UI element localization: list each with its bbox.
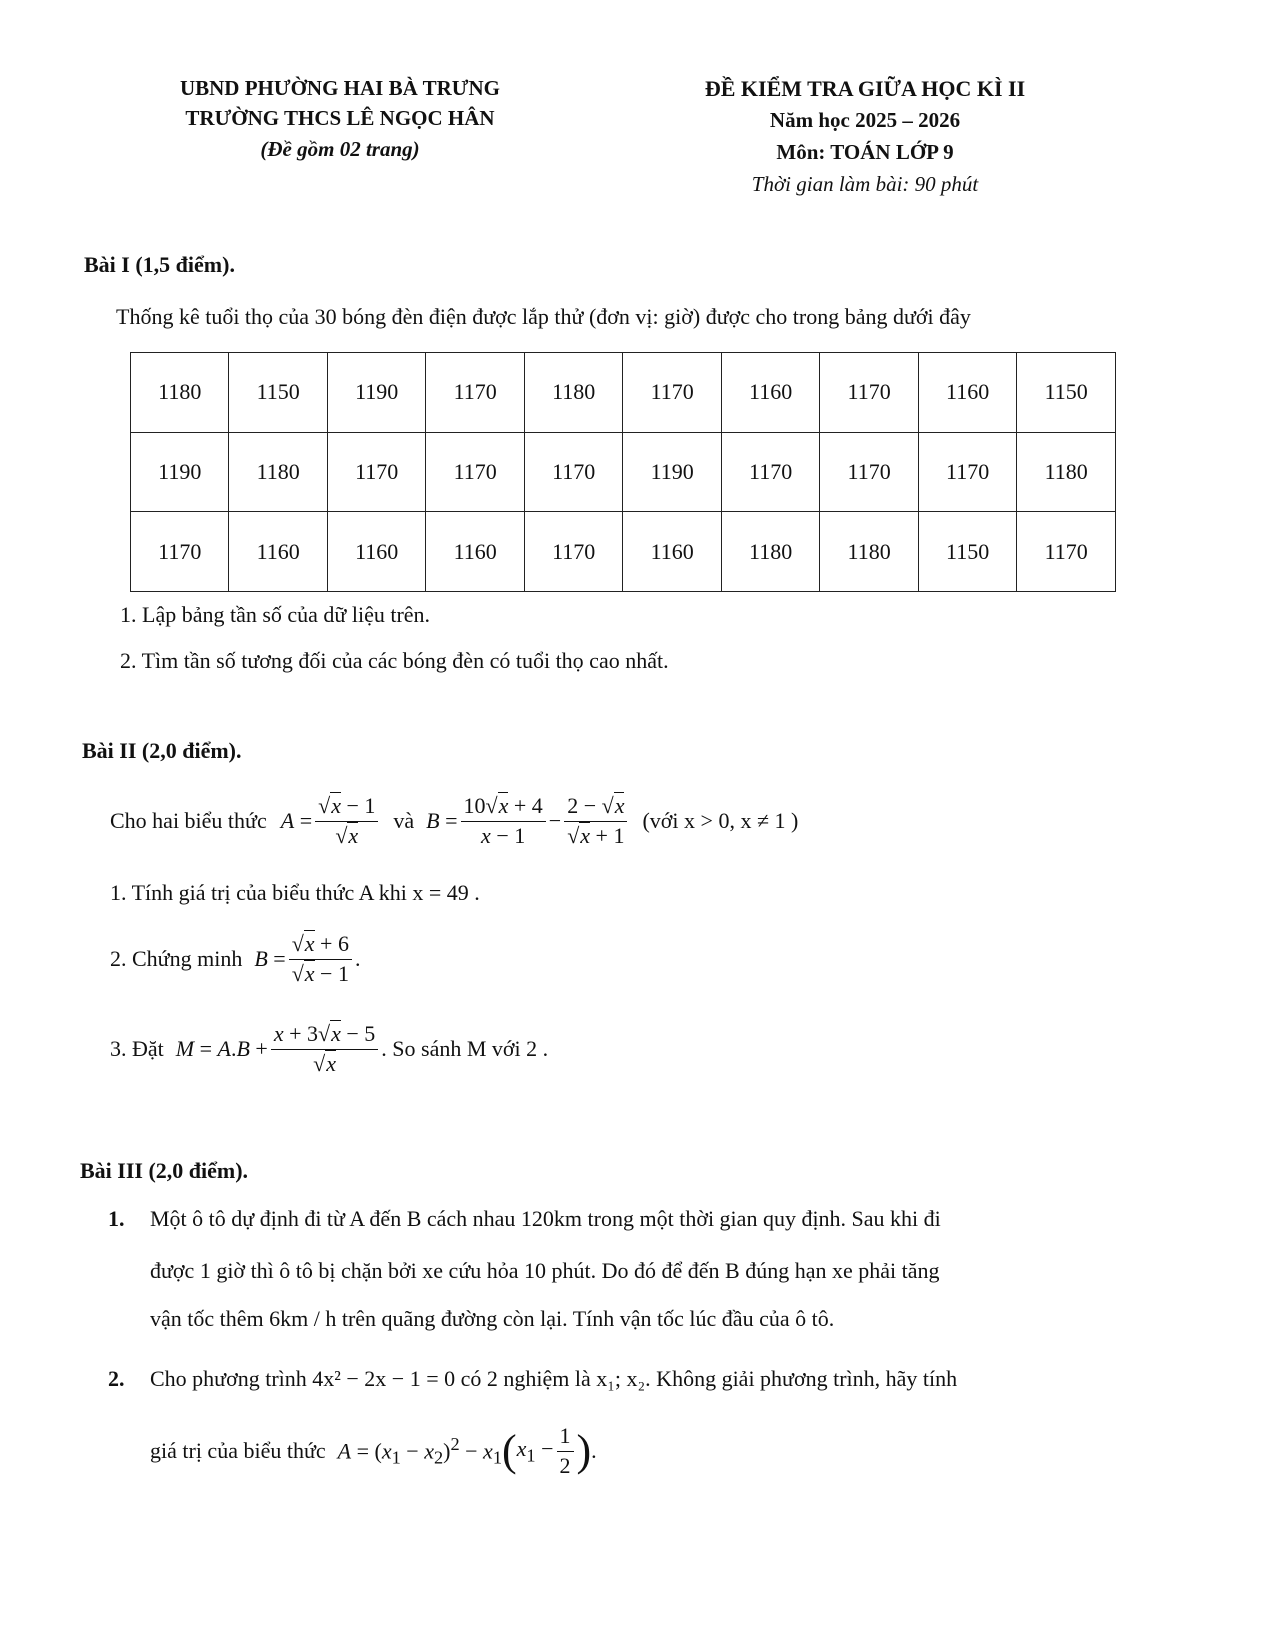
fraction-m: $\frac{x + 3√x - 5}{√x}$ — [271, 1022, 378, 1075]
table-cell: 1150 — [918, 512, 1016, 592]
bai3-q1-line3: vận tốc thêm 6km / h trên quãng đường còn lại. Tính vận tốc lúc đầu của ô tô. — [150, 1306, 835, 1331]
bai2-question-3: 3. Đặt M = A.B + $\frac{x + 3√x - 5}{√x}$ . So sánh M với 2 . — [110, 1021, 549, 1076]
table-cell: 1180 — [229, 432, 327, 512]
table-cell: 1180 — [820, 512, 918, 592]
exam-title: ĐỀ KIỂM TRA GIỮA HỌC KÌ II — [704, 76, 1026, 101]
bai3-title: Bài III (2,0 điểm). — [80, 1158, 249, 1183]
table-cell: 1180 — [131, 353, 229, 433]
table-cell: 1190 — [623, 432, 721, 512]
bai2-question-1: 1. Tính giá trị của biểu thức A khi x = 49 . — [110, 880, 480, 905]
school-year: Năm học 2025 – 2026 — [769, 108, 961, 132]
table-cell: 1150 — [1017, 353, 1116, 433]
bai2-q2-prefix: 2. Chứng minh — [110, 946, 243, 971]
exam-duration: Thời gian làm bài: 90 phút — [751, 172, 979, 196]
table-cell: 1170 — [327, 432, 425, 512]
fraction-b-result: $\frac{√x + 6}{√x - 1}$ — [289, 932, 352, 985]
table-cell: 1170 — [524, 512, 622, 592]
table-cell: 1180 — [1017, 432, 1116, 512]
table-cell: 1190 — [131, 432, 229, 512]
bai3-q1-line2: được 1 giờ thì ô tô bị chặn bởi xe cứu hỏa 10 phút. Do đó để đến B đúng hạn xe phải tăng — [150, 1258, 940, 1283]
bai3-q1-number: 1. — [108, 1206, 125, 1231]
bai1-title: Bài I (1,5 điểm). — [84, 252, 235, 277]
and-word: và — [393, 808, 415, 833]
bai1-question-2: 2. Tìm tần số tương đối của các bóng đèn có tuổi thọ cao nhất. — [120, 648, 669, 673]
table-cell: 1160 — [918, 353, 1016, 433]
table-row — [131, 432, 1116, 512]
bai3-q2-number: 2. — [108, 1366, 125, 1391]
fraction-b2: $\frac{2 - √x}{√x + 1}$ — [564, 794, 627, 847]
table-cell: 1190 — [327, 353, 425, 433]
table-cell: 1170 — [1017, 512, 1116, 592]
fraction-b1: $\frac{10√x + 4}{x - 1}$ — [461, 794, 546, 847]
bai3-q2-prefix: giá trị của biểu thức — [150, 1438, 326, 1463]
school-name: TRƯỜNG THCS LÊ NGỌC HÂN — [185, 106, 495, 130]
fraction-a: $\frac{√x - 1}{√x}$ — [315, 794, 378, 847]
table-cell: 1170 — [918, 432, 1016, 512]
table-row — [131, 512, 1116, 592]
bai2-q3-prefix: 3. Đặt — [110, 1036, 164, 1061]
table-cell: 1180 — [721, 512, 819, 592]
table-cell: 1160 — [426, 512, 524, 592]
table-row — [131, 353, 1116, 433]
bai2-intro: Cho hai biểu thức — [110, 808, 267, 833]
table-cell: 1170 — [426, 432, 524, 512]
table-cell: 1160 — [623, 512, 721, 592]
table-cell: 1170 — [524, 432, 622, 512]
bai1-intro: Thống kê tuổi thọ của 30 bóng đèn điện được lắp thử (đơn vị: giờ) được cho trong bảng dưới đây — [116, 304, 971, 329]
lifetime-table — [130, 352, 1116, 592]
table-cell: 1170 — [623, 353, 721, 433]
table-cell: 1170 — [426, 353, 524, 433]
bai2-condition: (với x > 0, x ≠ 1 ) — [642, 808, 799, 833]
table-cell: 1170 — [820, 432, 918, 512]
bai3-q2-line2: giá trị của biểu thức $A = (x_1 - x_2)^2 - x_1$ ( $x_1$ − $\frac{1}{2}$ ) . — [150, 1423, 597, 1478]
table-cell: 1170 — [131, 512, 229, 592]
table-cell: 1170 — [820, 353, 918, 433]
table-cell: 1150 — [229, 353, 327, 433]
bai3-q2-line1: Cho phương trình 4x² − 2x − 1 = 0 có 2 nghiệm là x₁; x₂. Không giải phương trình, hãy tính — [150, 1366, 958, 1391]
fraction-half: $\frac{1}{2}$ — [557, 1424, 574, 1477]
bai1-question-1: 1. Lập bảng tần số của dữ liệu trên. — [120, 602, 431, 627]
table-cell: 1160 — [327, 512, 425, 592]
table-cell: 1160 — [229, 512, 327, 592]
bai2-question-2: 2. Chứng minh B = $\frac{√x + 6}{√x - 1}$ . — [110, 931, 361, 986]
table-cell: 1160 — [721, 353, 819, 433]
subject: Môn: TOÁN LỚP 9 — [776, 140, 954, 164]
school-authority: UBND PHƯỜNG HAI BÀ TRƯNG — [179, 76, 501, 100]
bai2-q3-suffix: . So sánh M với 2 . — [381, 1036, 549, 1061]
table-cell: 1180 — [524, 353, 622, 433]
bai3-q1-line1: Một ô tô dự định đi từ A đến B cách nhau 120km trong một thời gian quy định. Sau khi đi — [150, 1206, 941, 1231]
bai2-expressions: Cho hai biểu thức A = $\frac{√x - 1}{√x}$ và B = $\frac{10√x + 4}{x - 1}$ − $\frac{2 - √x}{√x + 1}$ (với x > 0, x ≠ 1 ) — [110, 793, 799, 848]
bai2-title: Bài II (2,0 điểm). — [82, 738, 242, 763]
table-cell: 1170 — [721, 432, 819, 512]
page-count-note: (Đề gồm 02 trang) — [260, 137, 420, 161]
